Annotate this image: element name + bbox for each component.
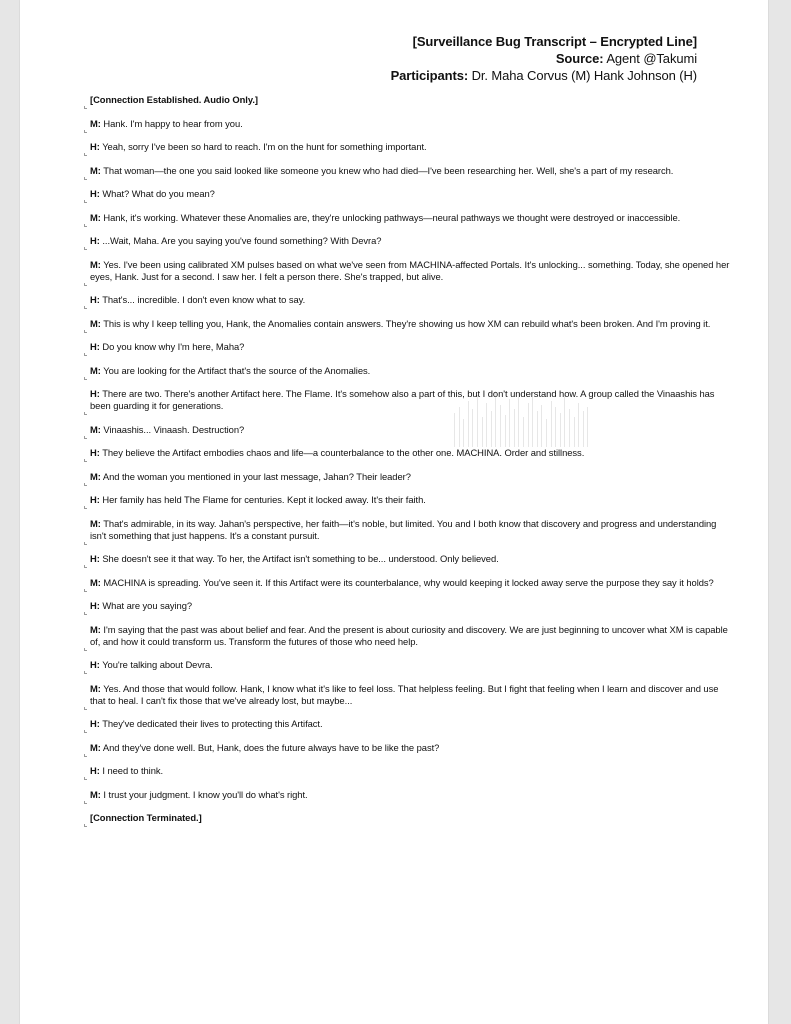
transcript-line [90, 118, 730, 130]
line-text: Hank. I'm happy to hear from you. [103, 117, 243, 129]
speaker-label: M: [90, 741, 101, 753]
line-text: Her family has held The Flame for centuries. Kept it locked away. It's their faith. [102, 494, 426, 505]
transcript-body [90, 94, 730, 836]
line-text: Yes. I've been using calibrated XM pulses based on what we've seen from MACHINA-affected Portals. It's unlocking... something. Today, she opened her eyes, Hank. Just for a second. I saw her. I felt a person there. She's trapped, but alive. [90, 258, 730, 282]
line-text: That woman—the one you said looked like someone you knew who had died—I've been researching her. Well, she's a part of my research. [103, 164, 674, 176]
line-text: Yes. And those that would follow. Hank, I know what it's like to feel loss. That helpless feeling. But I fight that feeling when I learn and discover and use that to heal. I can't fix those that we've already lost, but maybe... [90, 682, 719, 706]
speaker-label: M: [90, 788, 101, 800]
transcript-line [90, 294, 730, 306]
speaker-label: H: [90, 494, 100, 505]
transcript-line [90, 471, 730, 483]
line-text: I need to think. [102, 765, 164, 776]
speaker-label: M: [90, 211, 101, 223]
line-text: Vinaashis... Vinaash. Destruction? [103, 423, 245, 435]
transcript-line [90, 624, 730, 648]
speaker-label: M: [90, 258, 101, 270]
speaker-label: H: [90, 235, 100, 246]
transcript-line [90, 553, 730, 565]
line-text: Hank, it's working. Whatever these Anomalies are, they're unlocking pathways—neural pathways we thought were destroyed or inaccessible. [103, 211, 681, 223]
speaker-label: H: [90, 718, 100, 729]
transcript-line [90, 365, 730, 377]
line-text: I'm saying that the past was about belief and fear. And the present is about curiosity and discovery. We are just beginning to uncover what XM is capable of, and how it could transform us. Transform the futures of those who need help. [90, 623, 728, 647]
speaker-label: M: [90, 364, 101, 376]
line-text: Yeah, sorry I've been so hard to reach. I'm on the hunt for something important. [102, 141, 427, 152]
transcript-line [90, 577, 730, 589]
speaker-label: M: [90, 117, 101, 129]
source-value: Agent @Takumi [606, 51, 697, 66]
transcript-line [90, 742, 730, 754]
speaker-label: M: [90, 682, 101, 694]
transcript-line [90, 683, 730, 707]
transcript-line [90, 718, 730, 730]
transcript-title: [Surveillance Bug Transcript – Encrypted Line] [412, 34, 697, 49]
transcript-line [90, 388, 730, 412]
speaker-label: M: [90, 517, 101, 529]
participants-value: Dr. Maha Corvus (M) Hank Johnson (H) [471, 68, 697, 83]
speaker-label: H: [90, 388, 100, 399]
line-text: You're talking about Devra. [102, 659, 213, 670]
speaker-label: M: [90, 317, 101, 329]
speaker-label: M: [90, 623, 101, 635]
document-page [20, 0, 768, 1024]
participants-line [391, 67, 697, 84]
transcript-line [90, 165, 730, 177]
transcript-line [90, 318, 730, 330]
transcript-line [90, 259, 730, 283]
transcript-line [90, 494, 730, 506]
transcript-line [90, 659, 730, 671]
line-text: What? What do you mean? [102, 188, 215, 199]
speaker-label: H: [90, 341, 100, 352]
speaker-label: H: [90, 659, 100, 670]
line-text: Do you know why I'm here, Maha? [102, 341, 245, 352]
line-text: They believe the Artifact embodies chaos and life—a counterbalance to the other one. MACHINA. Order and stillness. [102, 447, 585, 458]
transcript-line [90, 424, 730, 436]
transcript-line [90, 188, 730, 200]
line-text: And the woman you mentioned in your last message, Jahan? Their leader? [102, 470, 411, 482]
speaker-label: H: [90, 765, 100, 776]
participants-label: Participants: [390, 68, 469, 83]
line-text: That's admirable, in its way. Jahan's perspective, her faith—it's noble, but limited. You and I both know that discovery and progress and understanding isn't something that just happens. It's a constant pursuit. [90, 517, 717, 541]
speaker-label: M: [90, 470, 101, 482]
transcript-line [90, 341, 730, 353]
line-text: MACHINA is spreading. You've seen it. If this Artifact were its counterbalance, why would keeping it locked away serve the purpose they say it holds? [103, 576, 714, 588]
transcript-line [90, 789, 730, 801]
source-line [391, 50, 697, 67]
transcript-line [90, 141, 730, 153]
line-text: She doesn't see it that way. To her, the Artifact isn't something to be... understood. Only believed. [102, 553, 499, 564]
speaker-label: M: [90, 423, 101, 435]
transcript-lines [90, 118, 730, 801]
line-text: What are you saying? [102, 600, 193, 611]
line-text: This is why I keep telling you, Hank, the Anomalies contain answers. They're showing us how XM can rebuild what's been broken. And I'm proving it. [103, 317, 711, 329]
speaker-label: M: [90, 576, 101, 588]
source-label: Source: [555, 51, 604, 66]
line-text: ...Wait, Maha. Are you saying you've found something? With Devra? [102, 235, 382, 246]
document-header [391, 33, 697, 84]
speaker-label: M: [90, 164, 101, 176]
connection-end-note: [Connection Terminated.] [90, 812, 730, 824]
transcript-line [90, 212, 730, 224]
line-text: There are two. There's another Artifact here. The Flame. It's somehow also a part of this, but I don't understand how. A group called the Vinaashis has been guarding it for generations. [90, 388, 715, 411]
transcript-line [90, 600, 730, 612]
speaker-label: H: [90, 447, 100, 458]
speaker-label: H: [90, 294, 100, 305]
transcript-line [90, 447, 730, 459]
line-text: They've dedicated their lives to protecting this Artifact. [102, 718, 323, 729]
line-text: And they've done well. But, Hank, does the future always have to be like the past? [102, 741, 440, 753]
speaker-label: H: [90, 600, 100, 611]
transcript-line [90, 518, 730, 542]
transcript-line [90, 765, 730, 777]
line-text: I trust your judgment. I know you'll do what's right. [103, 788, 308, 800]
speaker-label: H: [90, 553, 100, 564]
transcript-line [90, 235, 730, 247]
connection-start-note: [Connection Established. Audio Only.] [90, 94, 730, 106]
line-text: That's... incredible. I don't even know what to say. [102, 294, 306, 305]
line-text: You are looking for the Artifact that's the source of the Anomalies. [103, 364, 371, 376]
speaker-label: H: [90, 141, 100, 152]
speaker-label: H: [90, 188, 100, 199]
